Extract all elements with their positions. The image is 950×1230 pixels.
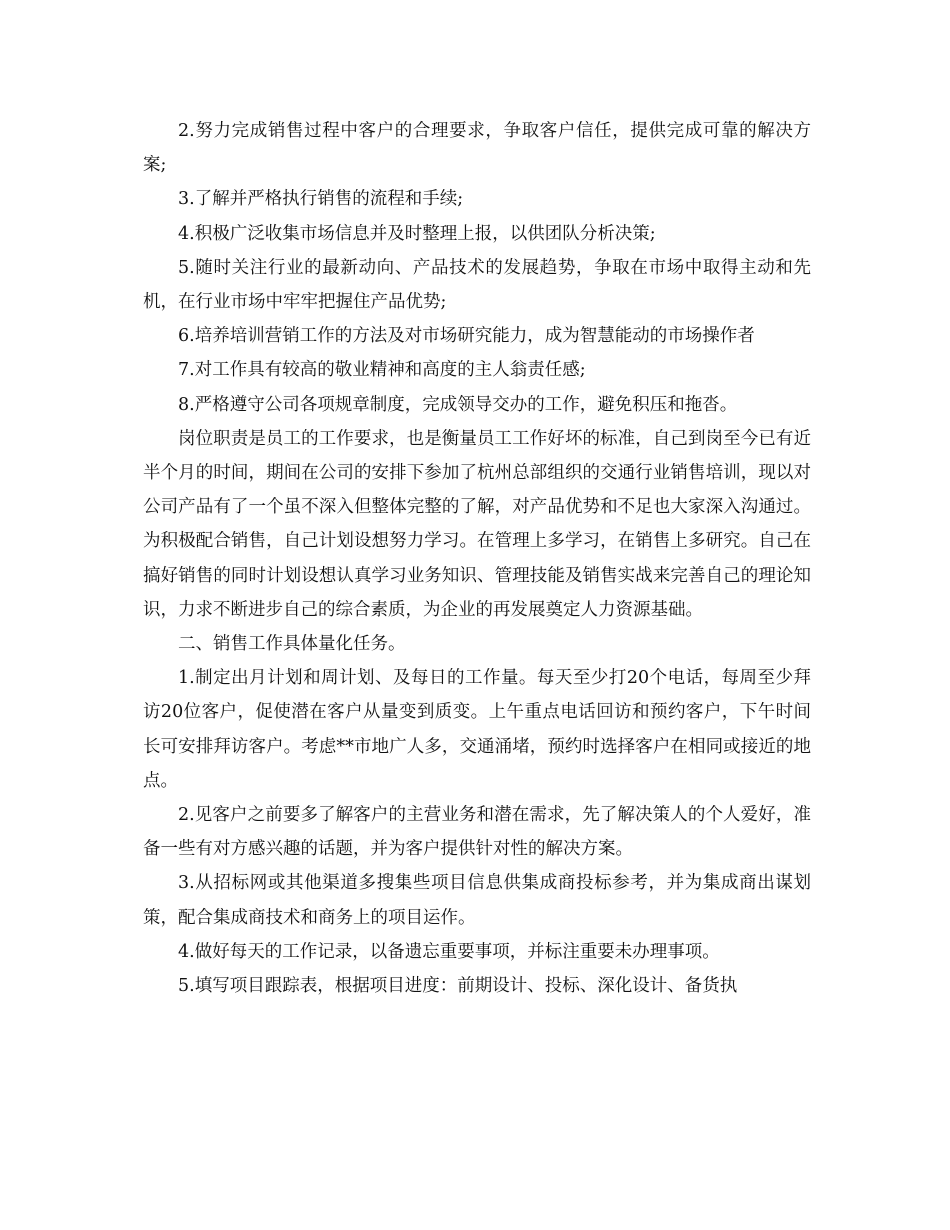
task-item-4: 4.做好每天的工作记录，以备遗忘重要事项，并标注重要未办理事项。 <box>178 941 720 962</box>
paragraph-item-6: 6.培养培训营销工作的方法及对市场研究能力，成为智慧能动的市场操作者 <box>178 326 755 347</box>
paragraph-item-4: 4.积极广泛收集市场信息并及时整理上报，以供团队分析决策; <box>178 223 656 244</box>
task-item-2: 2.见客户之前要多了解客户的主营业务和潜在需求，先了解决策人的个人爱好，准备一些有对方感兴趣的话题，并为客户提供针对性的解决方案。 <box>143 805 811 860</box>
task-item-1: 1.制定出月计划和周计划、及每日的工作量。每天至少打20个电话，每周至少拜访20位客户，促使潜在客户从量变到质变。上午重点电话回访和预约客户，下午时间长可安排拜访客户。考虑**市地广人多，交通涌堵，预约时选择客户在相同或接近的地点。 <box>143 668 811 791</box>
document-page <box>143 114 811 1003</box>
paragraph-item-3: 3.了解并严格执行销售的流程和手续; <box>178 189 464 210</box>
task-item-3: 3.从招标网或其他渠道多搜集些项目信息供集成商投标参考，并为集成商出谋划策，配合集成商技术和商务上的项目运作。 <box>143 873 811 928</box>
paragraph-item-8: 8.严格遵守公司各项规章制度，完成领导交办的工作，避免积压和拖沓。 <box>178 394 738 415</box>
paragraph-item-2: 2.努力完成销售过程中客户的合理要求，争取客户信任，提供完成可靠的解决方案; <box>143 121 811 176</box>
section-heading-quantified-tasks: 二、销售工作具体量化任务。 <box>178 634 406 655</box>
paragraph-item-7: 7.对工作具有较高的敬业精神和高度的主人翁责任感; <box>178 360 586 381</box>
task-item-5: 5.填写项目跟踪表，根据项目进度：前期设计、投标、深化设计、备货执 <box>178 976 738 997</box>
paragraph-item-5: 5.随时关注行业的最新动向、产品技术的发展趋势，争取在市场中取得主动和先机，在行业市场中牢牢把握住产品优势; <box>143 257 811 313</box>
paragraph-job-duties: 岗位职责是员工的工作要求，也是衡量员工工作好坏的标准，自己到岗至今已有近半个月的时间，期间在公司的安排下参加了杭州总部组织的交通行业销售培训，现以对公司产品有了一个虽不深入但整体完整的了解，对产品优势和不足也大家深入沟通过。为积极配合销售，自己计划设想努力学习。在管理上多学习，在销售上多研究。自己在搞好销售的同时计划设想认真学习业务知识、管理技能及销售实战来完善自己的理论知识，力求不断进步自己的综合素质，为企业的再发展奠定人力资源基础。 <box>143 428 811 620</box>
